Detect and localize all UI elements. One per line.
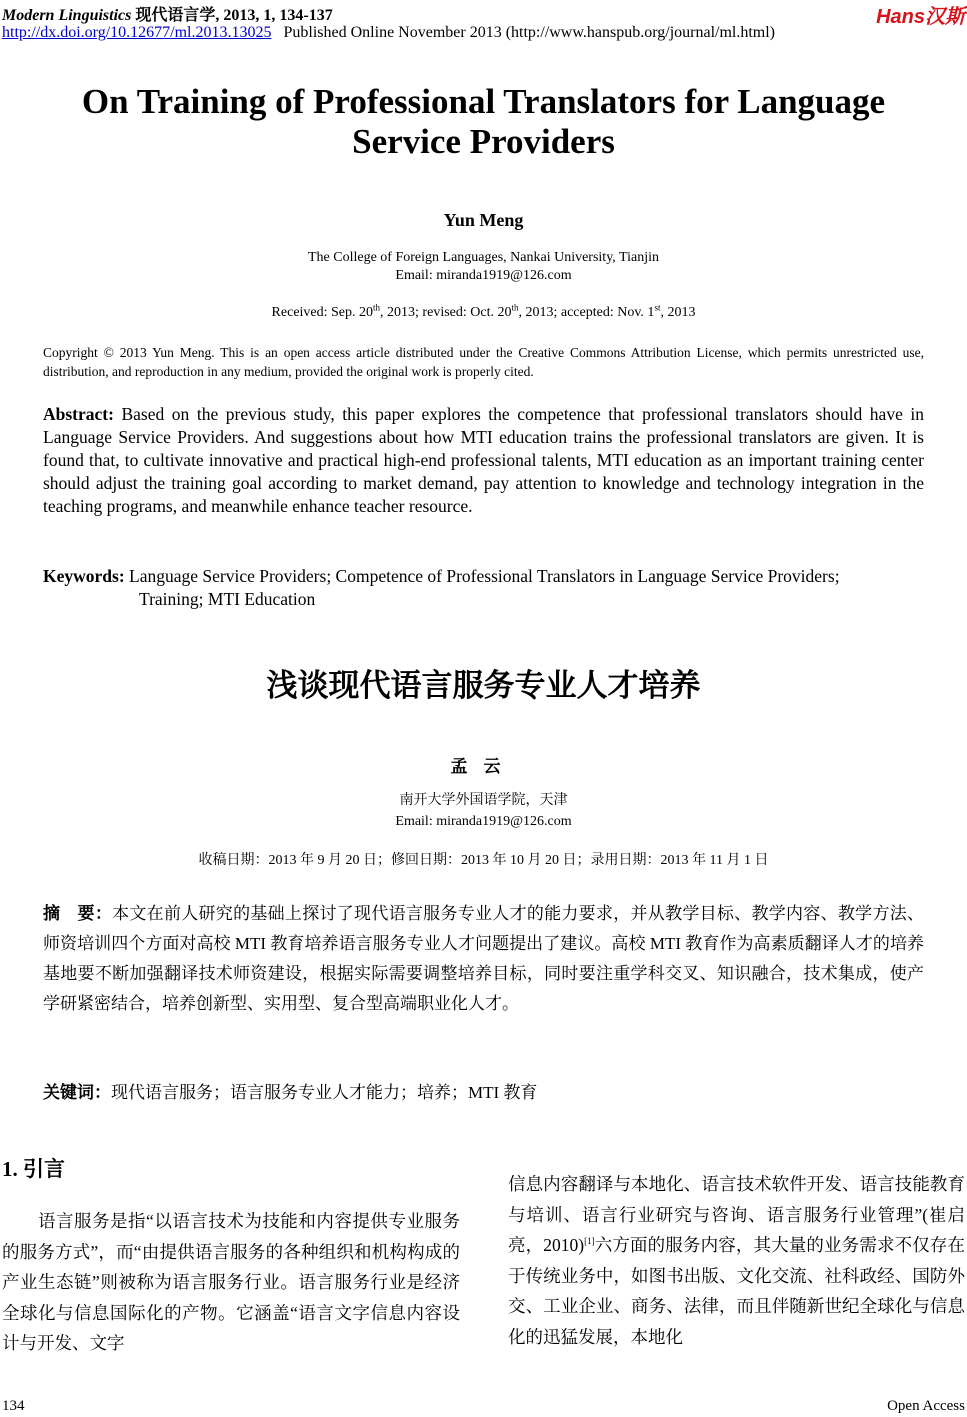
t: Received: Sep. 20 (271, 305, 374, 320)
journal-name-cn: 现代语言学 (135, 7, 216, 24)
title-line: Service Providers (352, 122, 615, 161)
abstract-cn-label: 摘 要： (43, 904, 113, 923)
keywords-cn-text: 现代语言服务；语言服务专业人才能力；培养；MTI 教育 (111, 1083, 538, 1102)
keywords-label: Keywords: (43, 566, 125, 586)
dates-cn: 收稿日期：2013 年 9 月 20 日；修回日期：2013 年 10 月 20 日；录用日期：2013 年 11 月 1 日 (198, 853, 769, 868)
t: 六方面的服务内容，其大量的业务需求不仅存在于传统业务中，如图书出版、文化交流、社科政经、国防外交、工业企业、商务、法律，而且伴随新世纪全球化与信息化的迅猛发展，本地化 (508, 1235, 966, 1347)
body-left-column: 语言服务是指“以语言技术为技能和内容提供专业服务的服务方式”，而“由提供语言服务的各种组织和机构构成的产业生态链”则被称为语言服务行业。语言服务行业是经济全球化与信息国际化的产物。它涵盖“语言文字信息内容设计与开发、文字 (2, 1211, 460, 1353)
received-dates-en (0, 304, 967, 322)
author-en: Yun Meng (443, 210, 524, 230)
t: , 2013 (660, 305, 696, 320)
t: st (654, 302, 661, 313)
email-en: Email: miranda1919@126.com (395, 268, 572, 283)
abstract-en (43, 403, 924, 518)
keywords-text: Training; MTI Education (139, 589, 316, 609)
keywords-cn-label: 关键词： (43, 1083, 111, 1102)
t: th (373, 302, 381, 313)
keywords-text: Language Service Providers; Competence of Professional Translators in Language Service Providers; (124, 566, 840, 586)
t: th (511, 302, 519, 313)
author-cn: 孟云 (450, 757, 517, 776)
journal-issue: , 2013, 1, 134-137 (215, 7, 333, 24)
paper-title (0, 82, 967, 162)
t: , 2013; revised: Oct. 20 (380, 305, 512, 320)
copyright-notice: Copyright © 2013 Yun Meng. This is an open access article distributed under the Creative Commons Attribution License, which permits unrestricted use, distribution, and reproduction in any medium, provided the original work is properly cited. (43, 345, 924, 379)
affiliation-cn: 南开大学外国语学院，天津 (399, 793, 568, 808)
body-right-column (508, 1169, 965, 1352)
published-info: Published Online November 2013 (http://www.hanspub.org/journal/ml.html) (283, 24, 776, 41)
journal-header (2, 2, 333, 25)
keywords-en (43, 565, 924, 611)
hans-logo: Hans汉斯 (876, 6, 965, 28)
email-cn: Email: miranda1919@126.com (395, 814, 572, 829)
section-heading: 1. 引言 (2, 1157, 65, 1181)
abstract-cn (43, 899, 924, 1019)
open-access-label: Open Access (887, 1398, 965, 1414)
page-number: 134 (2, 1398, 25, 1414)
affiliation-en: The College of Foreign Languages, Nankai University, Tianjin (308, 250, 659, 265)
journal-name: Modern Linguistics (2, 7, 132, 24)
citation-ref[interactable]: [1] (584, 1236, 595, 1247)
doi-link[interactable]: http://dx.doi.org/10.12677/ml.2013.13025 (2, 24, 272, 41)
t: , 2013; accepted: Nov. 1 (518, 305, 655, 320)
title-cn: 浅谈现代语言服务专业人才培养 (266, 668, 701, 704)
abstract-label: Abstract: (43, 404, 114, 424)
title-line: On Training of Professional Translators for Language (81, 82, 886, 121)
keywords-cn (43, 1078, 537, 1103)
t: 信息内容翻译与本地化、语言技术软件开发、语言技能教育与培训、语言行业研究与咨询、语言服务行业管理”(崔启亮，2010) (508, 1174, 965, 1255)
doi-line (2, 24, 775, 42)
abstract-text: Based on the previous study, this paper explores the competence that professional translators should have in Language Service Providers. And suggestions about how MTI education trains the professional translators are given. It is found that, to cultivate innovative and practical high-end professional talents, MTI education as an important training center should adjust the training goal according to market demand, pay attention to knowledge and technology integration in the teaching programs, and meanwhile enhance teacher resource. (43, 404, 924, 516)
abstract-cn-text: 本文在前人研究的基础上探讨了现代语言服务专业人才的能力要求，并从教学目标、教学内容、教学方法、师资培训四个方面对高校 MTI 教育培养语言服务专业人才问题提出了建议。高校 MTI 教育作为高素质翻译人才的培养基地要不断加强翻译技术师资建设，根据实际需要调整培养目标，同时要注重学科交叉、知识融合，技术集成，使产学研紧密结合，培养创新型、实用型、复合型高端职业化人才。 (43, 904, 925, 1013)
